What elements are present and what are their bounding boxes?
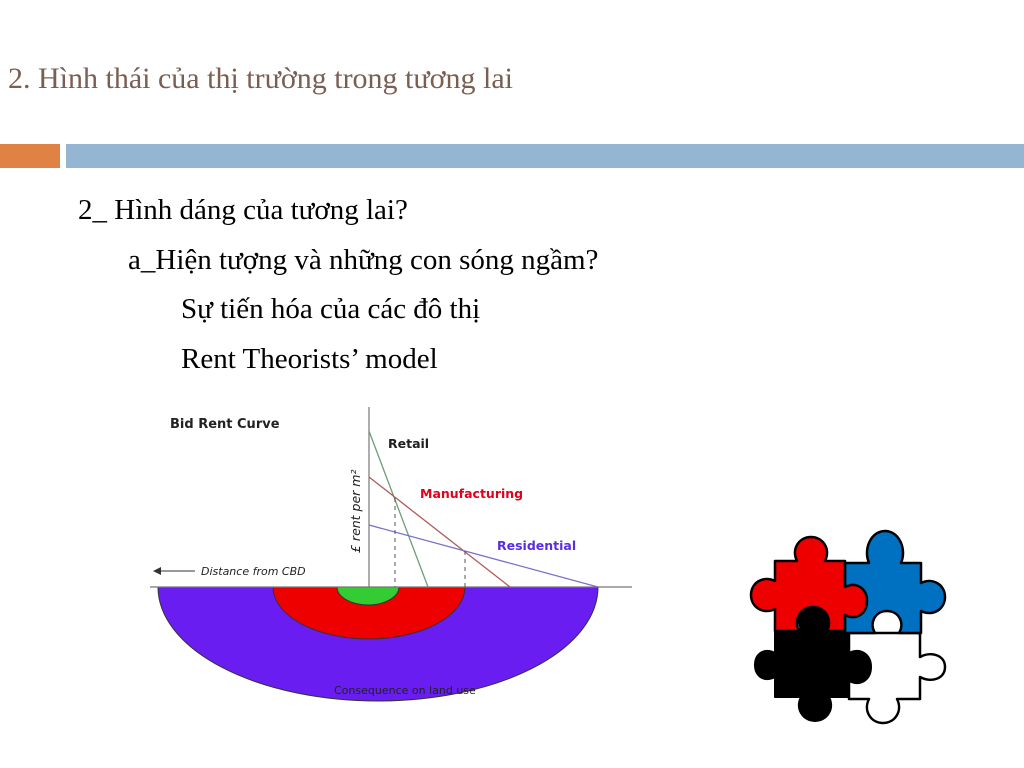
retail-label: Retail xyxy=(388,436,430,451)
bullet-line-1: 2_ Hình dáng của tương lai? xyxy=(78,194,408,226)
y-axis-label: £ rent per m² xyxy=(348,469,363,553)
residential-rent-line xyxy=(369,525,598,587)
manufacturing-label: Manufacturing xyxy=(420,486,524,501)
accent-bar-blue xyxy=(66,144,1024,168)
puzzle-piece-blue xyxy=(845,531,945,633)
bullet-line-3: Sự tiến hóa của các đô thị xyxy=(181,293,481,325)
retail-rent-line xyxy=(369,431,428,587)
diagram-title: Bid Rent Curve xyxy=(170,417,280,432)
distance-arrowhead xyxy=(153,567,161,575)
bullet-line-2: a_Hiện tượng và những con sóng ngầm? xyxy=(128,244,599,276)
bullet-line-4: Rent Theorists’ model xyxy=(181,343,438,375)
slide-title: 2. Hình thái của thị trường trong tương lai xyxy=(8,62,514,95)
bid-rent-diagram xyxy=(0,395,650,705)
x-axis-label: Distance from CBD xyxy=(201,565,306,578)
residential-label: Residential xyxy=(497,538,577,553)
accent-bar-orange xyxy=(0,144,60,168)
puzzle-pieces-icon xyxy=(745,525,955,730)
diagram-caption: Consequence on land use xyxy=(334,684,476,697)
